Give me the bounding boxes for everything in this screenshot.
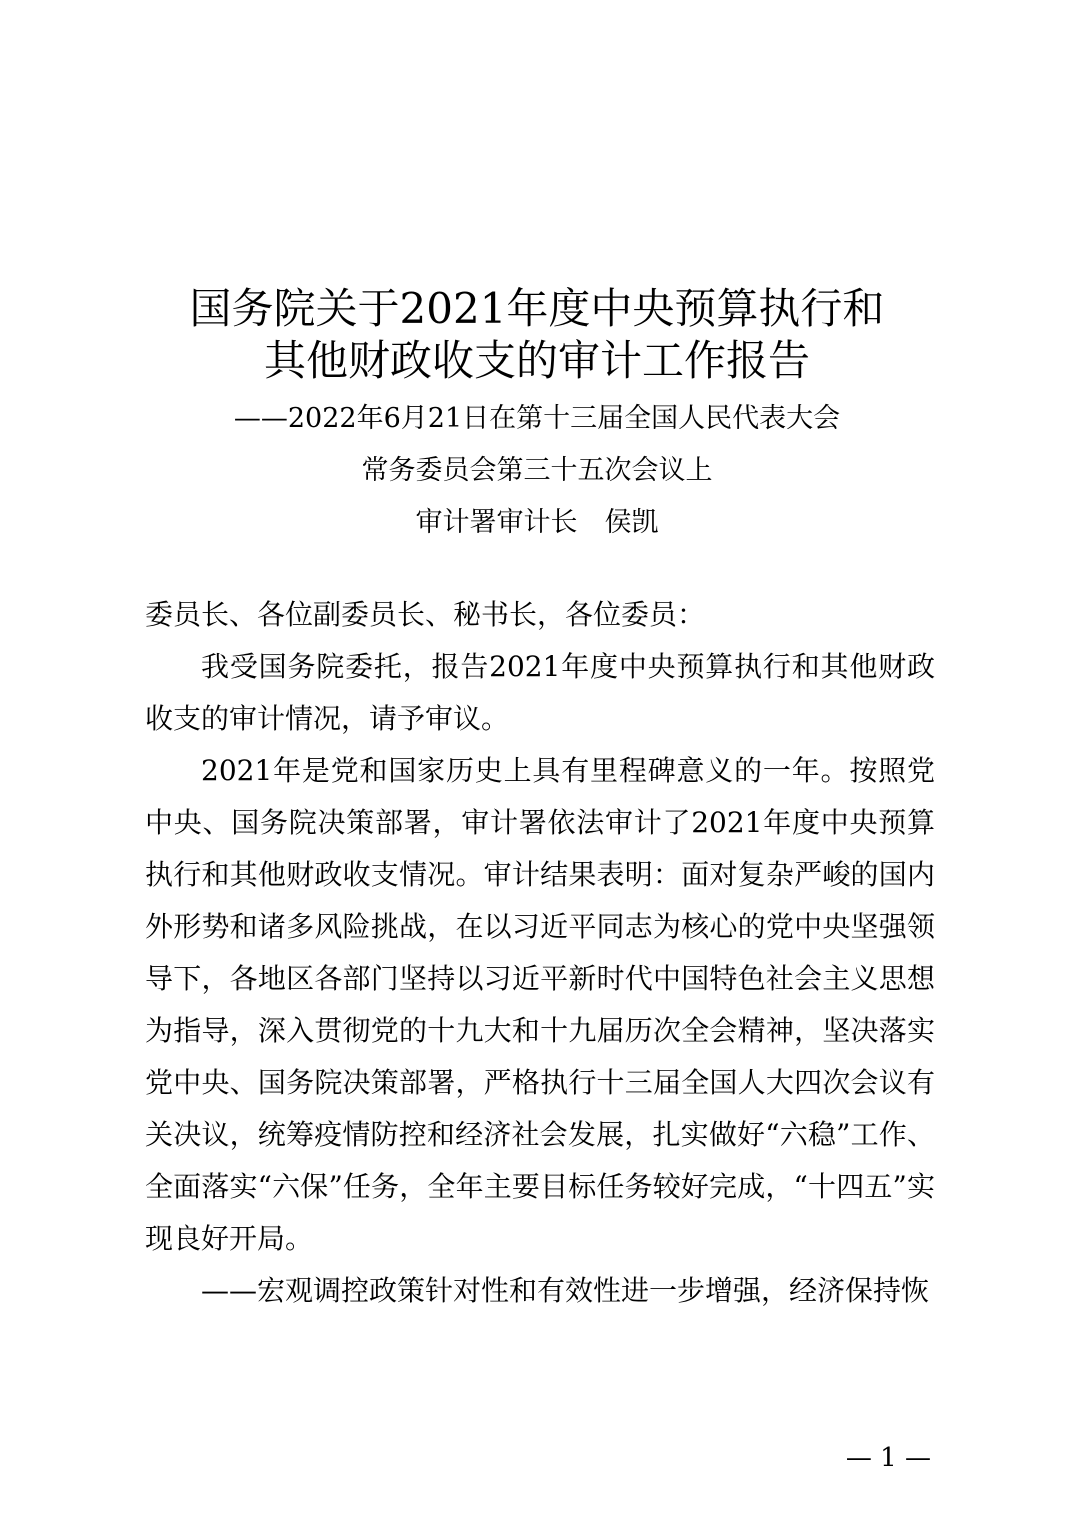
subtitle-date-line: ——2022年6月21日在第十三届全国人民代表大会 — [233, 403, 841, 434]
title-line-1: 国务院关于2021年度中央预算执行和 — [189, 284, 885, 333]
report-title — [0, 283, 1074, 387]
body-paragraph-2: 2021年是党和国家历史上具有里程碑意义的一年。按照党中央、国务院决策部署，审计署依法审计了2021年度中央预算执行和其他财政收支情况。审计结果表明：面对复杂严峻的国内外形势和诸多风险挑战，在以习近平同志为核心的党中央坚强领导下，各地区各部门坚持以习近平新时代中国特色社会主义思想为指导，深入贯彻党的十九大和十九届历次全会精神，坚决落实党中央、国务院决策部署，严格执行十三届全国人大四次会议有关决议，统筹疫情防控和经济社会发展，扎实做好“六稳”工作、全面落实“六保”任务，全年主要目标任务较好完成，“十四五”实现良好开局。 — [145, 754, 935, 1255]
body-paragraph-3: ——宏观调控政策针对性和有效性进一步增强，经济保持恢 — [201, 1274, 930, 1307]
body-paragraph-1: 我受国务院委托，报告2021年度中央预算执行和其他财政收支的审计情况，请予审议。 — [145, 650, 935, 735]
report-body — [145, 589, 935, 1317]
salutation: 委员长、各位副委员长、秘书长，各位委员： — [145, 598, 706, 631]
subtitle-meeting-line: 常务委员会第三十五次会议上 — [361, 455, 713, 486]
title-line-2: 其他财政收支的审计工作报告 — [263, 336, 810, 385]
subtitle-author-line: 审计署审计长 侯凯 — [415, 507, 659, 538]
page-number: — 1 — — [845, 1443, 931, 1473]
